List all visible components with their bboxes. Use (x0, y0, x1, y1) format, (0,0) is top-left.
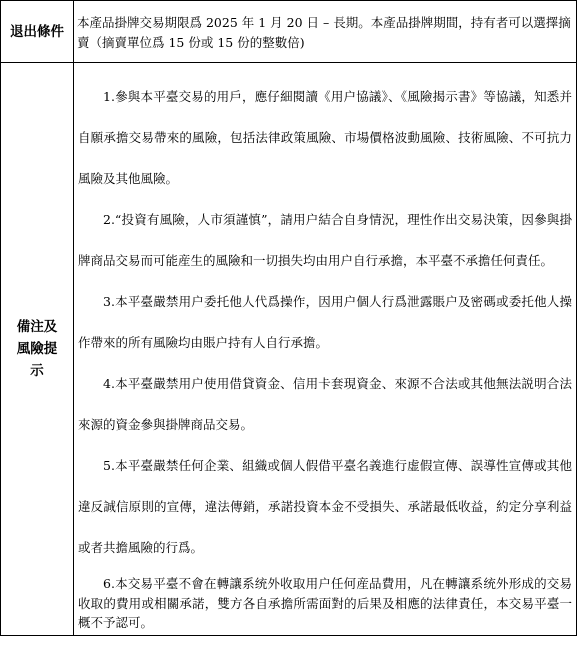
risk-notes-label (1, 63, 74, 636)
risk-note-4: 4.本平臺嚴禁用户使用借貸資金、信用卡套現資金、來源不合法或其他無法説明合法來源的資金參與掛牌商品交易。 (78, 376, 572, 432)
risk-notes-row (1, 63, 577, 636)
risk-note-3: 3.本平臺嚴禁用户委托他人代爲操作，因用户個人行爲泄露賬户及密碼或委托他人操作帶來的所有風險均由賬户持有人自行承擔。 (78, 294, 572, 350)
risk-note-5: 5.本平臺嚴禁任何企業、組織或個人假借平臺名義進行虚假宣傳、誤導性宣傳或其他違反誠信原則的宣傳，違法傳銷，承諾投資本金不受損失、承諾最低收益，約定分享利益或者共擔風險的行爲。 (78, 458, 572, 555)
exit-conditions-label: 退出條件 (1, 1, 74, 63)
risk-notes-cell (74, 63, 577, 636)
exit-conditions-cell (74, 1, 577, 63)
exit-conditions-row (1, 1, 577, 63)
risk-note-2: 2.“投資有風險，人市須謹慎”，請用户結合自身情況，理性作出交易決策，因參與掛牌商品交易而可能産生的風險和一切損失均由用户自行承擔，本平臺不承擔任何責任。 (78, 212, 572, 268)
exit-conditions-text: 本產品掛牌交易期限爲 2025 年 1 月 20 日 – 長期。本產品掛牌期間，持有者可以選擇摘賣（摘賣單位爲 15 份或 15 份的整數倍) (77, 14, 571, 50)
risk-notes-label-text: 備注及風險提示 (16, 318, 58, 379)
risk-notes-list (74, 63, 576, 635)
risk-note-1: 1.參與本平臺交易的用戶，應仔細閱讀《用户協議》、《風險揭示書》等協議，知悉并自願承擔交易帶來的風險，包括法律政策風險、市場價格波動風險、技術風險、不可抗力風險及其他風險。 (78, 89, 572, 186)
risk-note-6: 6.本交易平臺不會在轉讓系统外收取用户任何産品費用，凡在轉讓系统外形成的交易收取的費用或相關承諾，雙方各自承擔所需面對的后果及相應的法律責任，本交易平臺一概不予認可。 (78, 576, 572, 630)
